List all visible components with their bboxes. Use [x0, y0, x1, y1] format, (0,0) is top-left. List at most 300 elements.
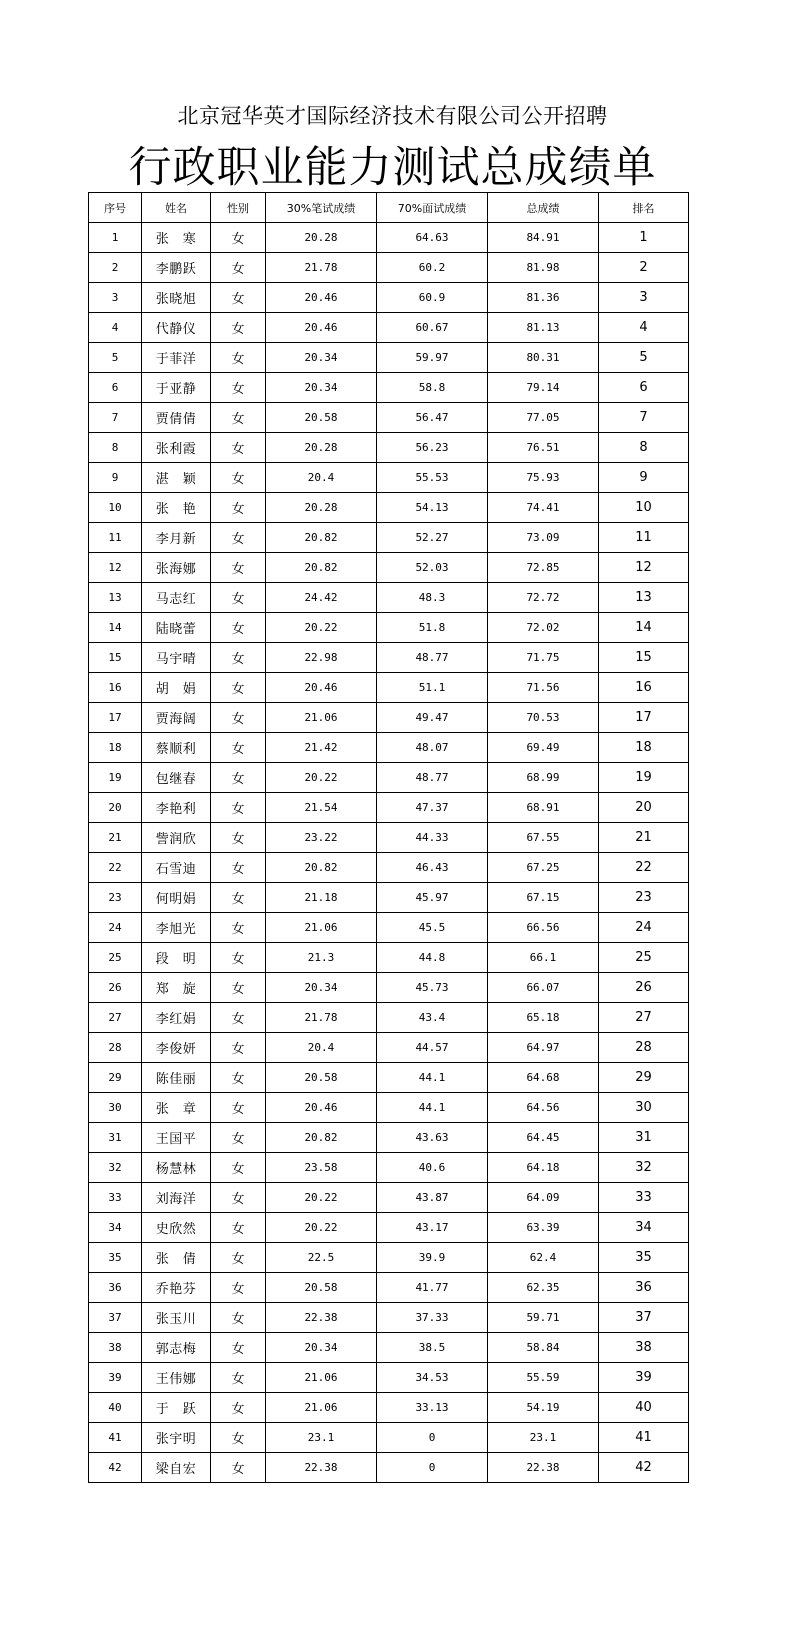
table-row: [89, 1423, 689, 1453]
cell-total-score: 67.15: [488, 883, 599, 913]
cell-rank: 29: [599, 1063, 689, 1093]
cell-written-score: 22.5: [266, 1243, 377, 1273]
cell-index: 35: [89, 1243, 142, 1273]
cell-gender: 女: [211, 1123, 266, 1153]
cell-gender: 女: [211, 313, 266, 343]
cell-interview-score: 40.6: [377, 1153, 488, 1183]
cell-written-score: 20.28: [266, 493, 377, 523]
cell-interview-score: 51.1: [377, 673, 488, 703]
cell-index: 7: [89, 403, 142, 433]
cell-written-score: 20.4: [266, 1033, 377, 1063]
cell-gender: 女: [211, 1063, 266, 1093]
header-index: 序号: [89, 193, 142, 223]
cell-gender: 女: [211, 1393, 266, 1423]
cell-interview-score: 44.57: [377, 1033, 488, 1063]
cell-written-score: 20.58: [266, 403, 377, 433]
cell-written-score: 24.42: [266, 583, 377, 613]
table-row: [89, 373, 689, 403]
cell-index: 36: [89, 1273, 142, 1303]
cell-gender: 女: [211, 253, 266, 283]
cell-written-score: 22.38: [266, 1303, 377, 1333]
cell-gender: 女: [211, 793, 266, 823]
cell-rank: 18: [599, 733, 689, 763]
cell-interview-score: 46.43: [377, 853, 488, 883]
table-row: [89, 433, 689, 463]
cell-name: 于菲洋: [142, 343, 211, 373]
cell-interview-score: 48.07: [377, 733, 488, 763]
cell-total-score: 64.18: [488, 1153, 599, 1183]
cell-name: 代静仪: [142, 313, 211, 343]
cell-gender: 女: [211, 1273, 266, 1303]
cell-gender: 女: [211, 1213, 266, 1243]
cell-written-score: 23.58: [266, 1153, 377, 1183]
cell-name: 李鹏跃: [142, 253, 211, 283]
cell-total-score: 67.55: [488, 823, 599, 853]
table-row: [89, 793, 689, 823]
table-row: [89, 523, 689, 553]
cell-name: 张海娜: [142, 553, 211, 583]
header-total-score: 总成绩: [488, 193, 599, 223]
cell-written-score: 20.28: [266, 223, 377, 253]
cell-index: 24: [89, 913, 142, 943]
cell-interview-score: 44.1: [377, 1093, 488, 1123]
cell-interview-score: 59.97: [377, 343, 488, 373]
cell-written-score: 21.42: [266, 733, 377, 763]
cell-name: 张 倩: [142, 1243, 211, 1273]
cell-total-score: 54.19: [488, 1393, 599, 1423]
table-row: [89, 1123, 689, 1153]
cell-index: 37: [89, 1303, 142, 1333]
cell-total-score: 72.72: [488, 583, 599, 613]
cell-total-score: 66.07: [488, 973, 599, 1003]
cell-gender: 女: [211, 433, 266, 463]
cell-total-score: 64.45: [488, 1123, 599, 1153]
cell-index: 18: [89, 733, 142, 763]
cell-rank: 13: [599, 583, 689, 613]
table-row: [89, 1363, 689, 1393]
cell-gender: 女: [211, 523, 266, 553]
cell-written-score: 21.06: [266, 703, 377, 733]
cell-written-score: 20.34: [266, 343, 377, 373]
cell-interview-score: 47.37: [377, 793, 488, 823]
cell-total-score: 68.91: [488, 793, 599, 823]
cell-interview-score: 55.53: [377, 463, 488, 493]
cell-index: 40: [89, 1393, 142, 1423]
cell-gender: 女: [211, 1453, 266, 1483]
table-row: [89, 943, 689, 973]
table-row: [89, 253, 689, 283]
cell-rank: 28: [599, 1033, 689, 1063]
cell-written-score: 20.46: [266, 673, 377, 703]
table-header-row: [89, 193, 689, 223]
cell-name: 贾倩倩: [142, 403, 211, 433]
cell-written-score: 20.46: [266, 1093, 377, 1123]
cell-index: 32: [89, 1153, 142, 1183]
cell-index: 25: [89, 943, 142, 973]
cell-gender: 女: [211, 853, 266, 883]
cell-interview-score: 45.5: [377, 913, 488, 943]
cell-written-score: 20.22: [266, 1213, 377, 1243]
table-row: [89, 313, 689, 343]
cell-rank: 6: [599, 373, 689, 403]
cell-interview-score: 52.03: [377, 553, 488, 583]
cell-gender: 女: [211, 973, 266, 1003]
cell-written-score: 20.58: [266, 1273, 377, 1303]
table-row: [89, 283, 689, 313]
cell-rank: 40: [599, 1393, 689, 1423]
cell-name: 湛 颖: [142, 463, 211, 493]
cell-name: 张晓旭: [142, 283, 211, 313]
cell-gender: 女: [211, 703, 266, 733]
cell-gender: 女: [211, 373, 266, 403]
cell-name: 王伟娜: [142, 1363, 211, 1393]
cell-written-score: 21.06: [266, 1393, 377, 1423]
cell-rank: 14: [599, 613, 689, 643]
table-row: [89, 583, 689, 613]
cell-rank: 41: [599, 1423, 689, 1453]
cell-total-score: 64.68: [488, 1063, 599, 1093]
cell-total-score: 72.85: [488, 553, 599, 583]
cell-name: 胡 娟: [142, 673, 211, 703]
cell-interview-score: 52.27: [377, 523, 488, 553]
cell-index: 31: [89, 1123, 142, 1153]
table-row: [89, 1033, 689, 1063]
cell-gender: 女: [211, 883, 266, 913]
cell-total-score: 59.71: [488, 1303, 599, 1333]
cell-total-score: 63.39: [488, 1213, 599, 1243]
cell-interview-score: 56.23: [377, 433, 488, 463]
cell-rank: 30: [599, 1093, 689, 1123]
cell-total-score: 79.14: [488, 373, 599, 403]
cell-index: 30: [89, 1093, 142, 1123]
cell-index: 1: [89, 223, 142, 253]
table-row: [89, 1213, 689, 1243]
cell-total-score: 80.31: [488, 343, 599, 373]
cell-name: 蔡顺利: [142, 733, 211, 763]
table-row: [89, 1303, 689, 1333]
table-row: [89, 1453, 689, 1483]
table-row: [89, 673, 689, 703]
cell-written-score: 20.58: [266, 1063, 377, 1093]
cell-written-score: 21.54: [266, 793, 377, 823]
cell-interview-score: 39.9: [377, 1243, 488, 1273]
cell-gender: 女: [211, 1303, 266, 1333]
cell-gender: 女: [211, 283, 266, 313]
cell-interview-score: 41.77: [377, 1273, 488, 1303]
cell-interview-score: 48.3: [377, 583, 488, 613]
cell-interview-score: 43.87: [377, 1183, 488, 1213]
cell-index: 38: [89, 1333, 142, 1363]
table-row: [89, 883, 689, 913]
table-row: [89, 1093, 689, 1123]
cell-name: 李红娟: [142, 1003, 211, 1033]
cell-interview-score: 34.53: [377, 1363, 488, 1393]
cell-written-score: 21.3: [266, 943, 377, 973]
cell-written-score: 20.34: [266, 373, 377, 403]
cell-index: 23: [89, 883, 142, 913]
cell-interview-score: 60.67: [377, 313, 488, 343]
table-row: [89, 973, 689, 1003]
cell-gender: 女: [211, 1153, 266, 1183]
cell-name: 张 章: [142, 1093, 211, 1123]
cell-interview-score: 43.63: [377, 1123, 488, 1153]
cell-gender: 女: [211, 583, 266, 613]
cell-total-score: 77.05: [488, 403, 599, 433]
score-table: [88, 192, 689, 1483]
cell-written-score: 20.46: [266, 283, 377, 313]
cell-written-score: 20.82: [266, 1123, 377, 1153]
cell-rank: 19: [599, 763, 689, 793]
cell-name: 陈佳丽: [142, 1063, 211, 1093]
cell-interview-score: 44.1: [377, 1063, 488, 1093]
cell-written-score: 20.28: [266, 433, 377, 463]
cell-gender: 女: [211, 1243, 266, 1273]
cell-rank: 27: [599, 1003, 689, 1033]
cell-index: 34: [89, 1213, 142, 1243]
cell-name: 李艳利: [142, 793, 211, 823]
cell-name: 李旭光: [142, 913, 211, 943]
cell-interview-score: 58.8: [377, 373, 488, 403]
cell-total-score: 65.18: [488, 1003, 599, 1033]
cell-interview-score: 49.47: [377, 703, 488, 733]
cell-interview-score: 56.47: [377, 403, 488, 433]
cell-name: 张 寒: [142, 223, 211, 253]
cell-index: 11: [89, 523, 142, 553]
cell-rank: 20: [599, 793, 689, 823]
cell-gender: 女: [211, 223, 266, 253]
cell-name: 张宇明: [142, 1423, 211, 1453]
cell-written-score: 20.82: [266, 523, 377, 553]
cell-total-score: 71.56: [488, 673, 599, 703]
cell-interview-score: 45.97: [377, 883, 488, 913]
cell-name: 刘海洋: [142, 1183, 211, 1213]
cell-gender: 女: [211, 1183, 266, 1213]
cell-name: 马宇晴: [142, 643, 211, 673]
cell-rank: 21: [599, 823, 689, 853]
cell-interview-score: 44.8: [377, 943, 488, 973]
cell-total-score: 75.93: [488, 463, 599, 493]
cell-name: 訾润欣: [142, 823, 211, 853]
cell-name: 郑 旋: [142, 973, 211, 1003]
table-row: [89, 853, 689, 883]
header-written-score: 30%笔试成绩: [266, 193, 377, 223]
cell-written-score: 22.98: [266, 643, 377, 673]
cell-written-score: 21.06: [266, 913, 377, 943]
table-row: [89, 223, 689, 253]
table-row: [89, 643, 689, 673]
cell-written-score: 20.34: [266, 1333, 377, 1363]
cell-written-score: 20.22: [266, 763, 377, 793]
cell-index: 39: [89, 1363, 142, 1393]
cell-index: 20: [89, 793, 142, 823]
table-row: [89, 1393, 689, 1423]
cell-index: 16: [89, 673, 142, 703]
table-row: [89, 823, 689, 853]
document-title: 行政职业能力测试总成绩单: [128, 143, 657, 193]
cell-written-score: 23.22: [266, 823, 377, 853]
cell-index: 9: [89, 463, 142, 493]
cell-interview-score: 48.77: [377, 643, 488, 673]
cell-name: 张 艳: [142, 493, 211, 523]
cell-rank: 34: [599, 1213, 689, 1243]
cell-total-score: 84.91: [488, 223, 599, 253]
cell-index: 22: [89, 853, 142, 883]
cell-rank: 42: [599, 1453, 689, 1483]
cell-gender: 女: [211, 493, 266, 523]
cell-gender: 女: [211, 823, 266, 853]
table-row: [89, 1333, 689, 1363]
cell-name: 张玉川: [142, 1303, 211, 1333]
cell-interview-score: 60.9: [377, 283, 488, 313]
cell-written-score: 22.38: [266, 1453, 377, 1483]
table-row: [89, 913, 689, 943]
cell-interview-score: 33.13: [377, 1393, 488, 1423]
cell-index: 12: [89, 553, 142, 583]
table-row: [89, 1003, 689, 1033]
cell-interview-score: 38.5: [377, 1333, 488, 1363]
cell-gender: 女: [211, 1003, 266, 1033]
cell-interview-score: 64.63: [377, 223, 488, 253]
cell-total-score: 62.4: [488, 1243, 599, 1273]
cell-index: 10: [89, 493, 142, 523]
cell-name: 包继春: [142, 763, 211, 793]
table-row: [89, 343, 689, 373]
cell-total-score: 72.02: [488, 613, 599, 643]
cell-rank: 8: [599, 433, 689, 463]
cell-gender: 女: [211, 613, 266, 643]
cell-total-score: 66.1: [488, 943, 599, 973]
cell-rank: 35: [599, 1243, 689, 1273]
cell-index: 27: [89, 1003, 142, 1033]
cell-name: 史欣然: [142, 1213, 211, 1243]
cell-total-score: 66.56: [488, 913, 599, 943]
cell-index: 6: [89, 373, 142, 403]
table-row: [89, 763, 689, 793]
cell-total-score: 22.38: [488, 1453, 599, 1483]
cell-rank: 22: [599, 853, 689, 883]
cell-total-score: 64.56: [488, 1093, 599, 1123]
cell-written-score: 20.22: [266, 1183, 377, 1213]
table-row: [89, 733, 689, 763]
cell-rank: 16: [599, 673, 689, 703]
cell-total-score: 68.99: [488, 763, 599, 793]
cell-written-score: 20.82: [266, 553, 377, 583]
cell-gender: 女: [211, 1033, 266, 1063]
cell-written-score: 20.34: [266, 973, 377, 1003]
cell-total-score: 69.49: [488, 733, 599, 763]
cell-total-score: 71.75: [488, 643, 599, 673]
cell-total-score: 76.51: [488, 433, 599, 463]
cell-written-score: 21.78: [266, 1003, 377, 1033]
cell-name: 贾海阔: [142, 703, 211, 733]
cell-index: 17: [89, 703, 142, 733]
table-row: [89, 703, 689, 733]
table-row: [89, 613, 689, 643]
cell-total-score: 58.84: [488, 1333, 599, 1363]
cell-index: 5: [89, 343, 142, 373]
table-row: [89, 1063, 689, 1093]
cell-name: 马志红: [142, 583, 211, 613]
document-subtitle: 北京冠华英才国际经济技术有限公司公开招聘: [177, 104, 608, 128]
cell-rank: 7: [599, 403, 689, 433]
cell-rank: 36: [599, 1273, 689, 1303]
cell-total-score: 81.98: [488, 253, 599, 283]
cell-name: 何明娟: [142, 883, 211, 913]
cell-interview-score: 44.33: [377, 823, 488, 853]
cell-rank: 25: [599, 943, 689, 973]
cell-rank: 10: [599, 493, 689, 523]
table-row: [89, 403, 689, 433]
cell-index: 14: [89, 613, 142, 643]
cell-name: 乔艳芬: [142, 1273, 211, 1303]
cell-written-score: 20.82: [266, 853, 377, 883]
cell-index: 8: [89, 433, 142, 463]
table-row: [89, 463, 689, 493]
table-row: [89, 1183, 689, 1213]
cell-written-score: 21.18: [266, 883, 377, 913]
cell-total-score: 70.53: [488, 703, 599, 733]
cell-rank: 33: [599, 1183, 689, 1213]
cell-total-score: 81.36: [488, 283, 599, 313]
cell-gender: 女: [211, 1363, 266, 1393]
cell-rank: 26: [599, 973, 689, 1003]
cell-name: 张利霞: [142, 433, 211, 463]
table-row: [89, 1273, 689, 1303]
cell-total-score: 81.13: [488, 313, 599, 343]
cell-rank: 3: [599, 283, 689, 313]
cell-index: 15: [89, 643, 142, 673]
cell-written-score: 23.1: [266, 1423, 377, 1453]
cell-gender: 女: [211, 763, 266, 793]
cell-rank: 4: [599, 313, 689, 343]
cell-interview-score: 51.8: [377, 613, 488, 643]
cell-interview-score: 54.13: [377, 493, 488, 523]
cell-gender: 女: [211, 343, 266, 373]
header-gender: 性别: [211, 193, 266, 223]
cell-rank: 1: [599, 223, 689, 253]
table-row: [89, 493, 689, 523]
cell-gender: 女: [211, 1423, 266, 1453]
cell-name: 杨慧林: [142, 1153, 211, 1183]
cell-name: 陆晓蕾: [142, 613, 211, 643]
cell-rank: 31: [599, 1123, 689, 1153]
cell-gender: 女: [211, 403, 266, 433]
cell-written-score: 20.4: [266, 463, 377, 493]
cell-rank: 38: [599, 1333, 689, 1363]
table-row: [89, 553, 689, 583]
cell-rank: 12: [599, 553, 689, 583]
cell-name: 段 明: [142, 943, 211, 973]
cell-gender: 女: [211, 643, 266, 673]
cell-name: 郭志梅: [142, 1333, 211, 1363]
cell-written-score: 20.46: [266, 313, 377, 343]
cell-index: 19: [89, 763, 142, 793]
cell-total-score: 55.59: [488, 1363, 599, 1393]
cell-name: 于亚静: [142, 373, 211, 403]
cell-gender: 女: [211, 733, 266, 763]
cell-name: 于 跃: [142, 1393, 211, 1423]
cell-rank: 2: [599, 253, 689, 283]
cell-rank: 24: [599, 913, 689, 943]
cell-gender: 女: [211, 1093, 266, 1123]
cell-name: 石雪迪: [142, 853, 211, 883]
cell-rank: 11: [599, 523, 689, 553]
cell-name: 李月新: [142, 523, 211, 553]
cell-name: 梁自宏: [142, 1453, 211, 1483]
cell-total-score: 67.25: [488, 853, 599, 883]
cell-index: 26: [89, 973, 142, 1003]
cell-gender: 女: [211, 1333, 266, 1363]
